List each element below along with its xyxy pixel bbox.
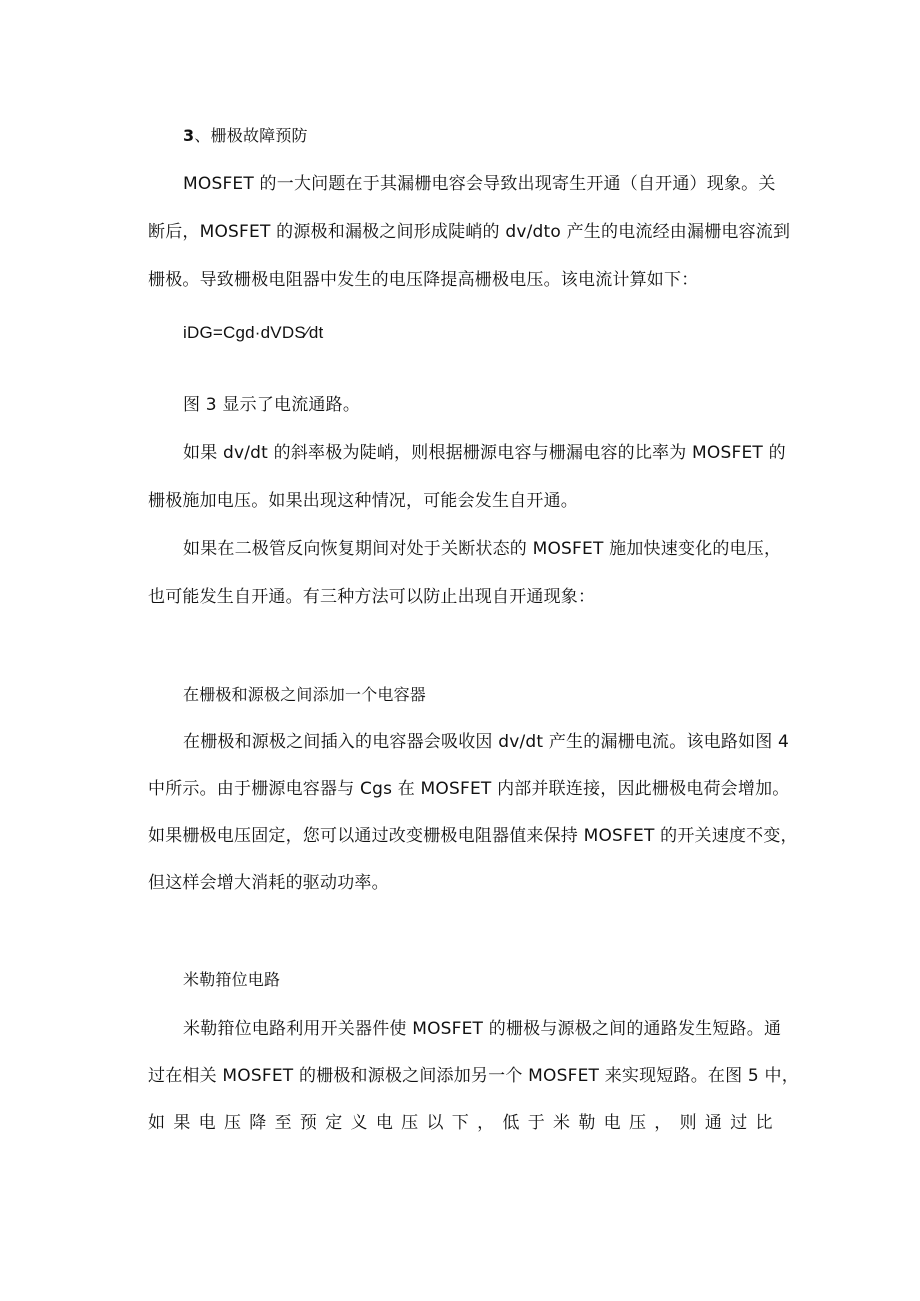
paragraph-line: 栅极。导致栅极电阻器中发生的电压降提高栅极电压。该电流计算如下： xyxy=(148,270,699,290)
subheading-capacitor: 在栅极和源极之间添加一个电容器 xyxy=(183,685,427,704)
spread-text xyxy=(148,1111,773,1135)
spread-char: 以 xyxy=(426,1113,444,1133)
paragraph-line: 在栅极和源极之间插入的电容器会吸收因 dv/dt 产生的漏栅电流。该电路如图 4 xyxy=(183,732,790,752)
paragraph-line: 如果栅极电压固定，您可以通过改变栅极电阻器值来保持 MOSFET 的开关速度不变， xyxy=(148,826,798,846)
spread-char: 定 xyxy=(325,1113,343,1133)
spread-char: 于 xyxy=(527,1113,545,1133)
paragraph-line: 过在相关 MOSFET 的栅极和源极之间添加另一个 MOSFET 来实现短路。在图 5 中， xyxy=(148,1066,799,1086)
spread-char: 果 xyxy=(173,1113,191,1133)
paragraph-line: 栅极施加电压。如果出现这种情况，可能会发生自开通。 xyxy=(148,491,578,511)
spread-char: 电 xyxy=(603,1113,621,1133)
section-title: 、栅极故障预防 xyxy=(194,126,308,145)
spread-char: 通 xyxy=(704,1113,723,1133)
paragraph-line: 如果 dv/dt 的斜率极为陡峭，则根据栅源电容与栅漏电容的比率为 MOSFET 的 xyxy=(183,443,786,463)
spread-char: 如 xyxy=(148,1113,166,1133)
spread-char: 勒 xyxy=(578,1113,596,1133)
paragraph-line: 中所示。由于栅源电容器与 Cgs 在 MOSFET 内部并联连接，因此栅极电荷会增加。 xyxy=(148,779,790,799)
spread-char: 压 xyxy=(223,1113,242,1133)
spread-char: 预 xyxy=(299,1113,318,1133)
spread-char: 则 xyxy=(679,1113,697,1133)
paragraph-line: 米勒箝位电路利用开关器件使 MOSFET 的栅极与源极之间的通路发生短路。通 xyxy=(183,1019,782,1039)
section-number: 3 xyxy=(183,126,195,145)
current-formula: iDG=Cgd·dVDS⁄dt xyxy=(183,323,324,342)
spread-char: 比 xyxy=(755,1113,773,1133)
paragraph-line: 如果在二极管反向恢复期间对处于关断状态的 MOSFET 施加快速变化的电压， xyxy=(183,539,782,559)
spread-char: ， xyxy=(477,1113,495,1133)
spread-char: 电 xyxy=(375,1113,394,1133)
paragraph-line: MOSFET 的一大问题在于其漏栅电容会导致出现寄生开通（自开通）现象。关 xyxy=(183,174,776,194)
paragraph-line: 断后，MOSFET 的源极和漏极之间形成陡峭的 dv/dto 产生的电流经由漏栅电容流到 xyxy=(148,222,791,242)
spread-char: 义 xyxy=(350,1113,368,1133)
spread-char: 电 xyxy=(198,1113,216,1133)
spread-char: 降 xyxy=(249,1113,267,1133)
spread-char: ， xyxy=(654,1113,672,1133)
spread-char: 压 xyxy=(401,1113,419,1133)
spread-char: 米 xyxy=(553,1113,571,1133)
spread-char: 低 xyxy=(502,1113,520,1133)
spread-char: 过 xyxy=(730,1113,748,1133)
section-heading xyxy=(183,124,823,148)
paragraph-line: 但这样会增大消耗的驱动功率。 xyxy=(148,873,389,893)
paragraph-line: 也可能发生自开通。有三种方法可以防止出现自开通现象： xyxy=(148,587,596,607)
figure-3-reference: 图 3 显示了电流通路。 xyxy=(183,395,361,415)
spread-char: 下 xyxy=(451,1113,469,1133)
paragraph-last-line xyxy=(148,1111,788,1135)
subheading-miller-clamp: 米勒箝位电路 xyxy=(183,970,281,989)
spread-char: 至 xyxy=(274,1113,292,1133)
spread-char: 压 xyxy=(628,1113,647,1133)
